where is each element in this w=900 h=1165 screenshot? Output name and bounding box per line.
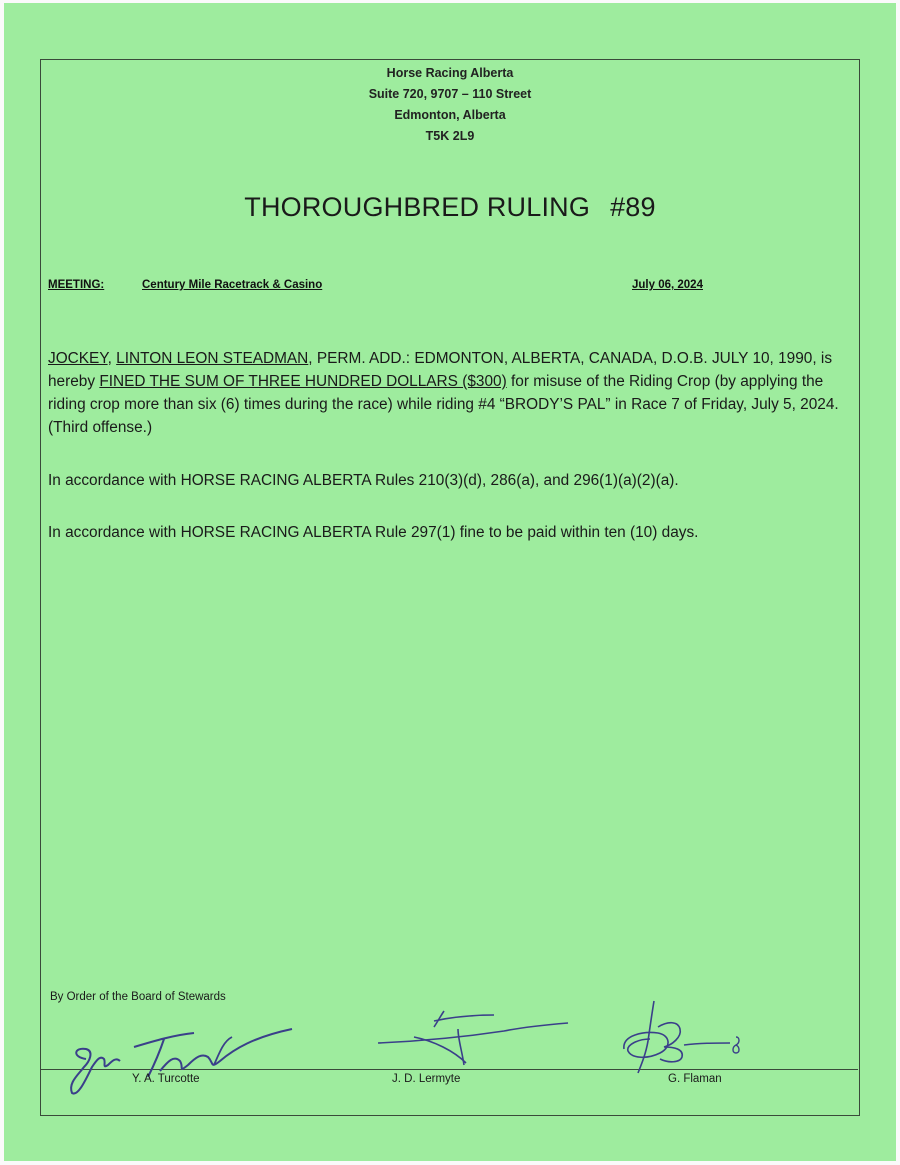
signature-flaman (614, 993, 754, 1075)
meeting-label: MEETING: (48, 279, 105, 291)
ruling-title-text: THOROUGHBRED RULING (244, 192, 591, 222)
steward-name-3: G. Flaman (668, 1073, 722, 1085)
steward-name-1: Y. A. Turcotte (132, 1073, 200, 1085)
licensee-role: JOCKEY (48, 350, 108, 367)
by-order-label: By Order of the Board of Stewards (50, 991, 226, 1003)
address-line-1: Suite 720, 9707 – 110 Street (368, 87, 532, 101)
signature-turcotte (64, 1021, 304, 1101)
steward-name-2: J. D. Lermyte (392, 1073, 461, 1085)
licensee-name: LINTON LEON STEADMAN (116, 350, 309, 367)
rules-paragraph: In accordance with HORSE RACING ALBERTA Rules 210(3)(d), 286(a), and 296(1)(a)(2)(a). (48, 472, 679, 489)
licensee-details: , PERM. ADD.: EDMONTON, ALBERTA, CANADA, D.O.B. JULY 10, 1990, is hereby (48, 350, 833, 390)
address-line-2: Edmonton, Alberta (394, 108, 506, 122)
ruling-number: #89 (610, 192, 656, 222)
organization-address-block (4, 63, 896, 147)
meeting-date: July 06, 2024 (632, 279, 703, 291)
ruling-sheet (4, 3, 896, 1161)
meeting-venue: Century Mile Racetrack & Casino (142, 279, 323, 291)
role-separator: , (107, 350, 117, 367)
organization-name: Horse Racing Alberta (386, 66, 514, 80)
postal-code: T5K 2L9 (425, 129, 475, 143)
payment-paragraph: In accordance with HORSE RACING ALBERTA Rule 297(1) fine to be paid within ten (10) days. (48, 524, 699, 541)
signature-lermyte (374, 1007, 574, 1077)
fine-amount: FINED THE SUM OF THREE HUNDRED DOLLARS ($300) (99, 373, 507, 390)
offense-description: for misuse of the Riding Crop (by applying the riding crop more than six (6) times during the race) while riding #4 “BRODY’S PAL” in Race 7 of Friday, July 5, 2024. (Third offense.) (48, 373, 839, 436)
ruling-paragraph (48, 347, 848, 439)
ruling-title (4, 192, 896, 223)
